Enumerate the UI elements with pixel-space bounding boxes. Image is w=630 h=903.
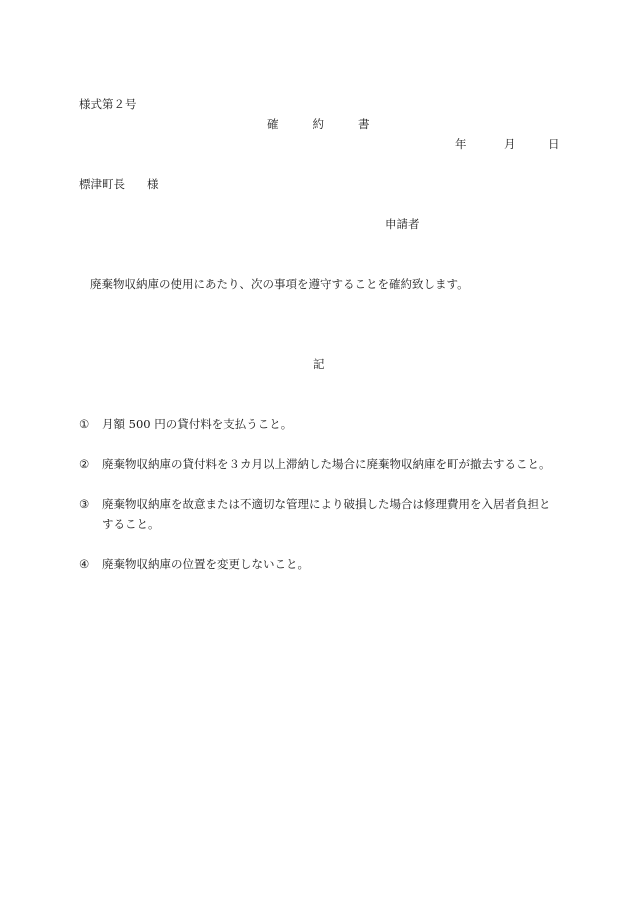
addressee-name: 標津町長 bbox=[79, 177, 125, 191]
item-text: 月額 500 円の貸付料を支払うこと。 bbox=[102, 417, 293, 431]
section-label: 記 bbox=[313, 357, 325, 371]
item-text-line-2: すること。 bbox=[102, 516, 160, 531]
item-text: 廃棄物収納庫の貸付料を３カ月以上滞納した場合に廃棄物収納庫を町が撤去すること。 bbox=[102, 457, 551, 471]
document-title bbox=[267, 118, 370, 132]
item-text bbox=[102, 498, 569, 532]
item-text: 廃棄物収納庫の位置を変更しないこと。 bbox=[102, 557, 309, 571]
addressee bbox=[79, 178, 159, 192]
date-month-label: 月 bbox=[504, 137, 516, 151]
form-number: 様式第２号 bbox=[79, 97, 137, 111]
intro-paragraph: 廃棄物収納庫の使用にあたり、次の事項を遵守することを確約致します。 bbox=[90, 277, 469, 291]
item-number: ③ bbox=[79, 497, 90, 511]
title-char-1: 確 bbox=[267, 117, 279, 131]
title-char-2: 約 bbox=[312, 117, 324, 131]
item-number: ④ bbox=[79, 557, 90, 571]
title-char-3: 書 bbox=[358, 117, 370, 131]
date-day-label: 日 bbox=[548, 137, 560, 151]
item-text-line-1: 廃棄物収納庫を故意または不適切な管理により破損した場合は修理費用を入居者負担と bbox=[102, 497, 551, 511]
date-year-label: 年 bbox=[455, 137, 467, 151]
item-number: ② bbox=[79, 457, 90, 471]
item-number: ① bbox=[79, 417, 90, 431]
applicant-label: 申請者 bbox=[385, 217, 420, 231]
addressee-honorific: 様 bbox=[147, 177, 159, 191]
